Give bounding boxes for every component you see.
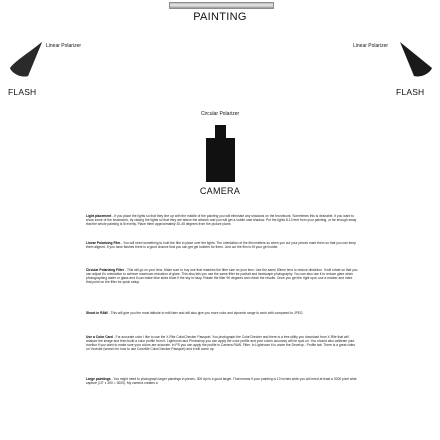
note-body: - This will go on your lens. Make sure to buy one that matches the filter size on your lens. Use the same 50mm lens to reduce distortion. It will rotate so that you can adjust it's orientation to achieve maximum reduction of glare. This also lets you use the same filter for portrait and landscape photography. You can also use it to reduce glare when photographing water or glass and it can make blue skies bluer if the sky is hazy. Rotate the filter 90 degrees and check the results. Once you get the right spot, use a marker and mark that point on the filter for quick setup.	[86, 268, 358, 285]
linear-polarizer-left-label: Linear Polarizer	[46, 43, 82, 49]
note-light-placement	[86, 214, 358, 226]
note-color-card	[86, 335, 358, 351]
linear-polarizer-right-label: Linear Polarizer	[353, 43, 389, 49]
note-body: - This will give you the most latitude to edit later and will also give you more color and dynamic range to work with compared to JPEG.	[107, 311, 304, 315]
painting-bar	[169, 2, 274, 9]
note-body: - For accurate color I like to use the X-Rite ColorChecker Passport. You photograph the ColorChecker and there is a free utility you download from X-Rite that will analyze the image and then build a color profile from it. Lightroom and Photoshop you can apply the color profile and your colors accuracy will be spot on. You should also calibrate your monitor if you want to make sure your colors are accurate. In PS you can apply the profile in Camera RAW. Filter. In Lightroom it is under the Develop - Profile tab. There is a great video on Youtube (search for how to use ColorMe ColorChecker Passport) and it will come up.	[86, 335, 356, 352]
flash-right-label: FLASH	[396, 87, 425, 97]
flash-left-label: FLASH	[8, 87, 37, 97]
note-title: Use a Color Card	[86, 335, 113, 339]
painting-label: PAINTING	[193, 11, 247, 23]
camera-icon	[206, 125, 235, 183]
note-title: Circular Polarizing Filter	[86, 268, 125, 272]
note-body: - You might need to photograph larger paintings in pieces. 300 dpi is a good target. That means if your painting is 10 inches wide you will need at least a 3000 pixel wide capture (10" x 300 = 3000). My camera creates a	[86, 377, 357, 386]
note-body: - You will need something to hold the film in place over the lights. The orientation of the film matters so when you cut your pieces mark them so that you can keep them aligned. If you have flashes there is a good chance that you can get gel holders for them. Just cut the film to fit your gel holder.	[86, 241, 356, 250]
flash-right-icon	[398, 40, 434, 80]
note-large-paintings	[86, 377, 358, 385]
note-title: Shoot in RAW	[86, 311, 108, 315]
note-title: Large paintings	[86, 377, 111, 381]
circular-polarizer-label: Circular Polarizer	[200, 111, 240, 117]
camera-label: CAMERA	[199, 186, 241, 196]
note-circular-polarizing-filter	[86, 268, 358, 284]
note-linear-polarizing-film	[86, 241, 358, 249]
note-shoot-in-raw	[86, 311, 358, 315]
note-body: - If you place the lights so that they line up with the middle of the painting you will eliminate any shadows on the brushwork. Sometimes this is desirable. If you want to show some of the brushwork, try raising the lights so that they are above the artwork and you will get a subtle cast shadow. Put the lights 8-10 feet from your painting, or far enough away that the whole painting is lit evenly. Place them approximately 30-45 degrees from the picture plane.	[86, 214, 357, 227]
flash-left-icon	[8, 40, 44, 80]
note-title: Linear Polarizing Film	[86, 241, 121, 245]
note-title: Light placement	[86, 214, 112, 218]
